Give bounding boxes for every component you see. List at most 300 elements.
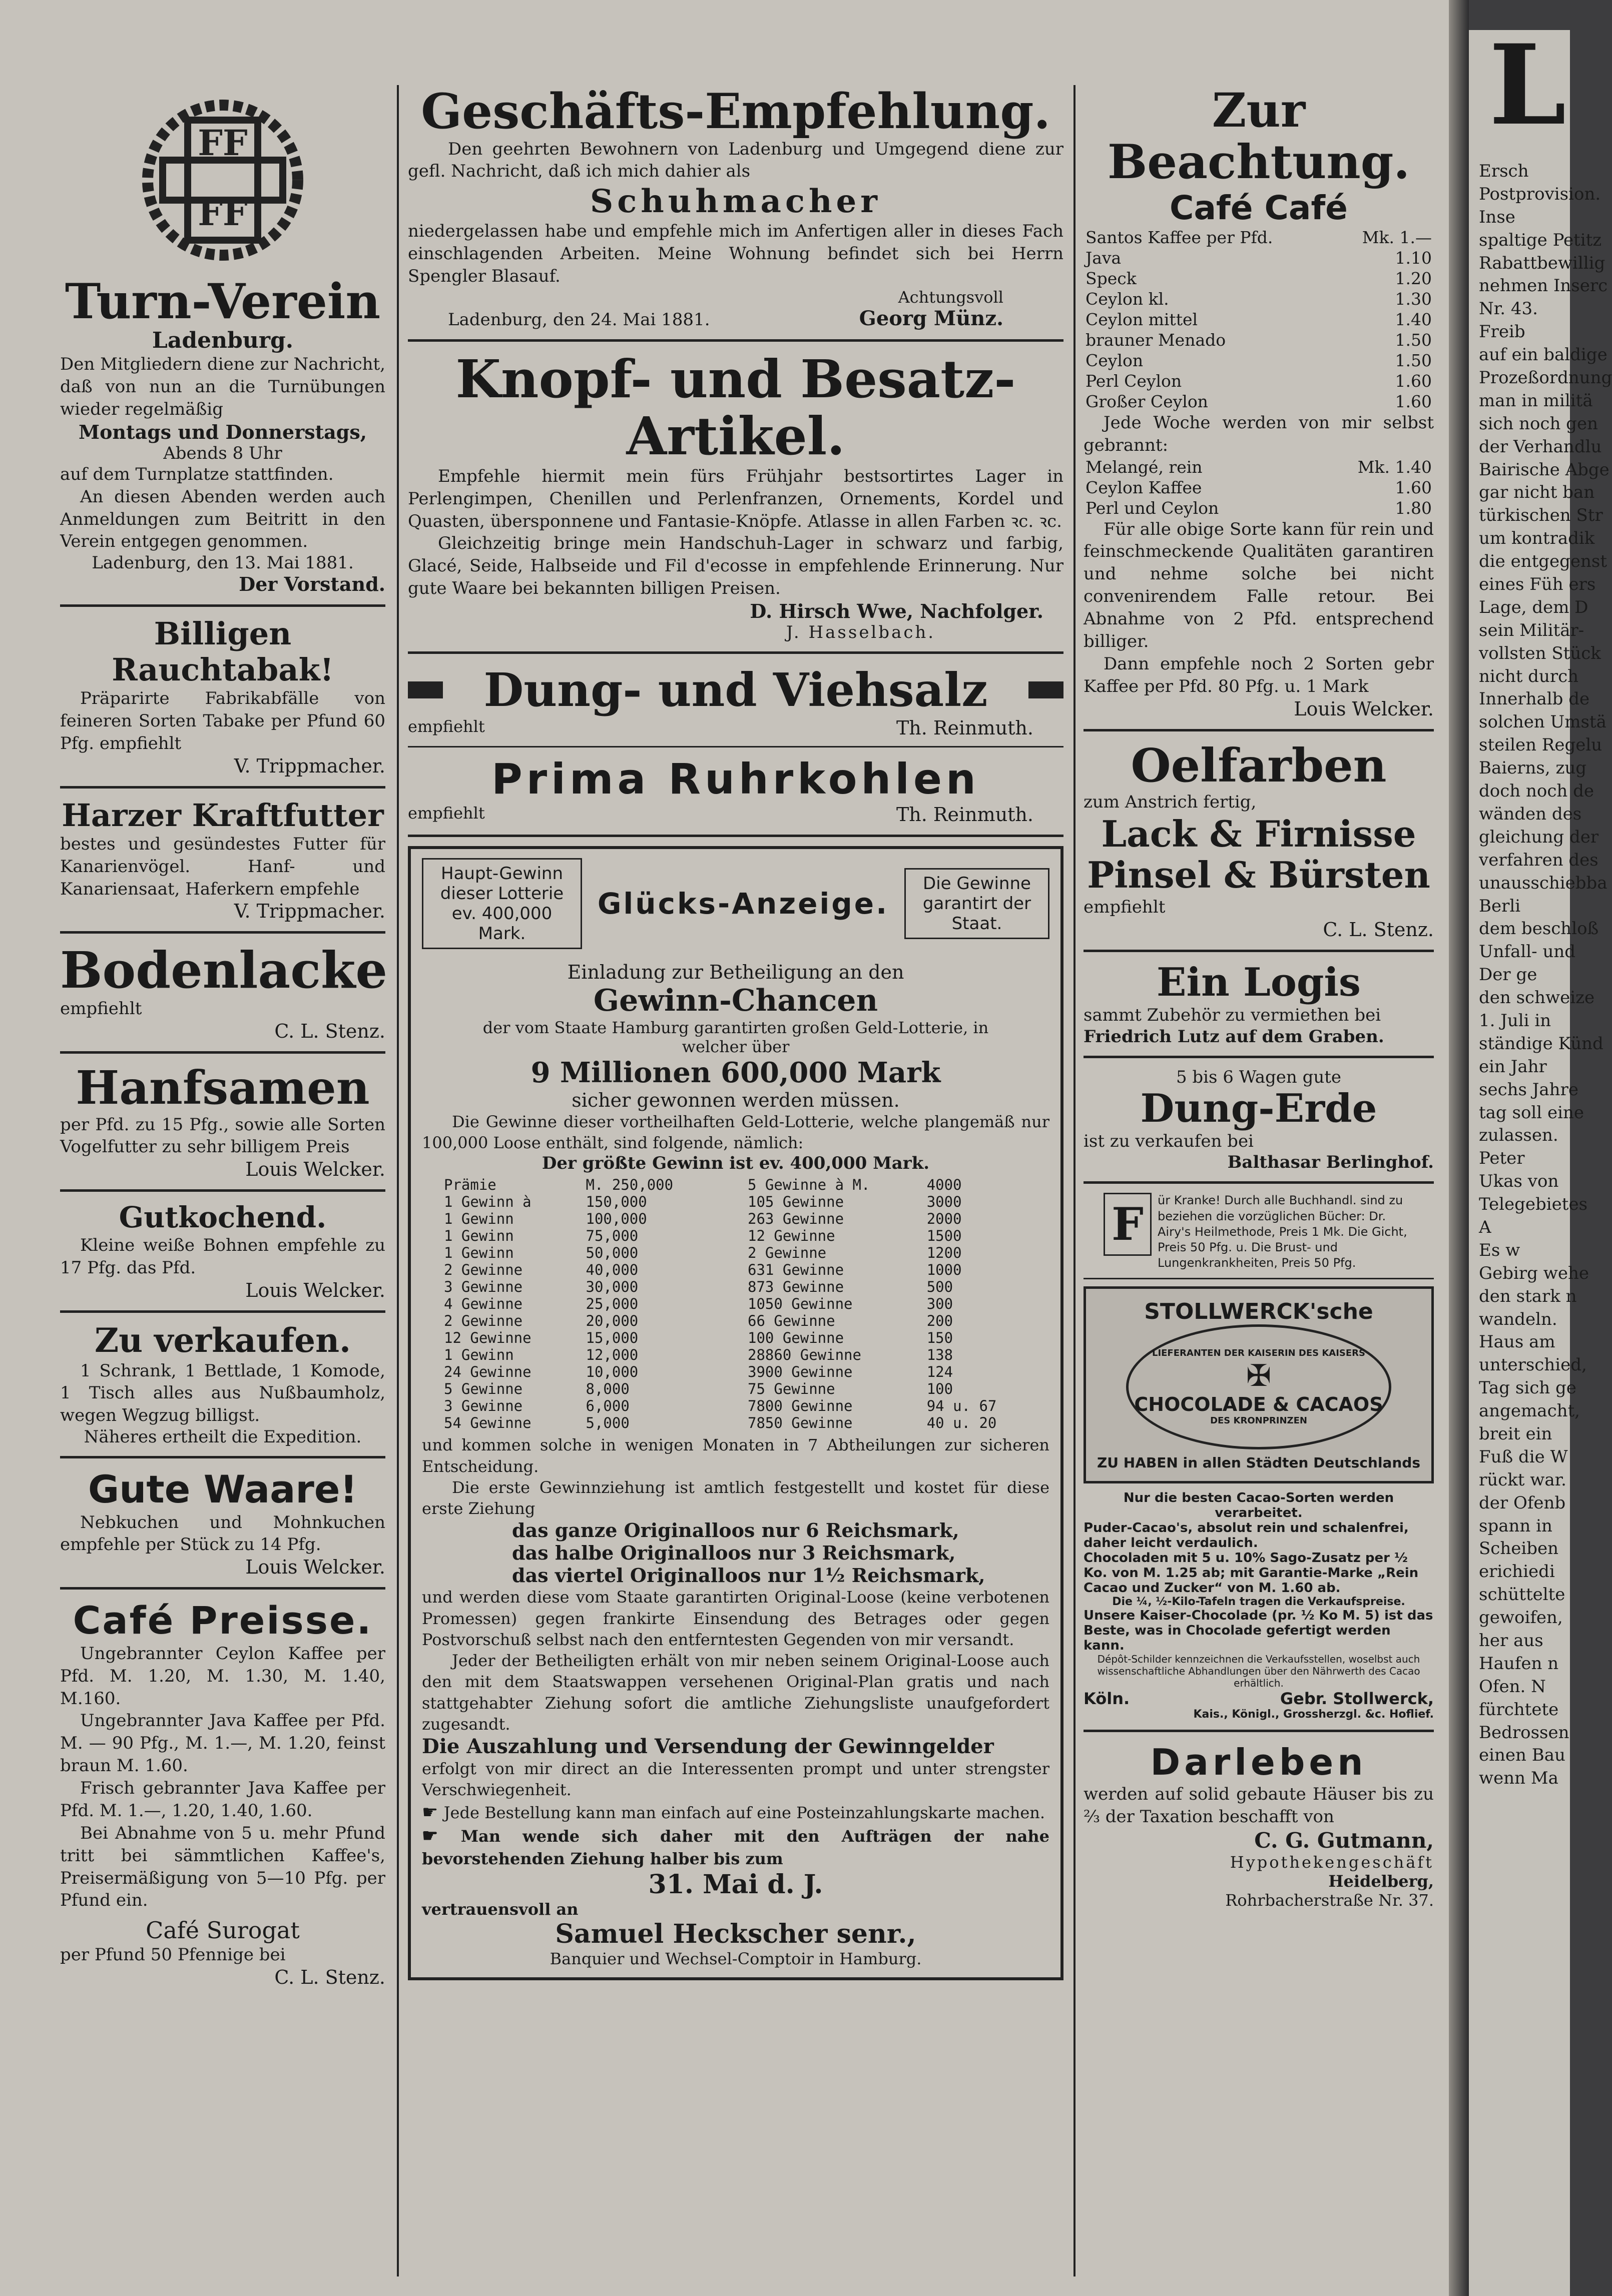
next-page-line: angemacht,: [1479, 1401, 1580, 1421]
prize-row: [442, 1227, 726, 1244]
gutewaare-body: Nebkuchen und Mohnkuchen empfehle per Stück zu 14 Pfg.: [60, 1512, 385, 1555]
prize-value: 300: [926, 1295, 953, 1313]
knopf-title: Knopf- und Besatz-Artikel.: [455, 348, 1016, 467]
prize-value: 150,000: [586, 1193, 647, 1211]
prize-row: [746, 1346, 1029, 1363]
coffee-price-label: Santos Kaffee per Pfd.: [1086, 227, 1273, 247]
next-page-line: Nr. 43.: [1479, 299, 1538, 319]
prize-row: [442, 1261, 726, 1278]
coffee-price-value: 1.40: [1395, 309, 1432, 329]
coffee-price-row: [1084, 227, 1434, 248]
prize-row: [746, 1363, 1029, 1380]
lottery-line3: Die Gewinne dieser vortheilhaften Geld-Lotterie, welche plangemäß nur 100,000 Loose enthält, sind folgende, nämlich:: [422, 1112, 1049, 1153]
prize-value: 20,000: [586, 1312, 639, 1330]
cafepreisse-body3: Frisch gebrannter Java Kaffee per Pfd. M. 1.—, 1.20, 1.40, 1.60.: [60, 1778, 385, 1821]
beachtung-signature: Louis Welcker.: [1294, 697, 1434, 720]
prize-label: 5 Gewinne: [444, 1380, 523, 1398]
geschaefts-footer: [408, 307, 1063, 330]
next-page-line: unausschiebba: [1479, 873, 1607, 893]
coffee-price-row: [1084, 289, 1434, 309]
next-page-line: Rabattbewillig: [1479, 253, 1605, 273]
divider: [1084, 1056, 1434, 1058]
next-page-line: Es w: [1479, 1240, 1520, 1260]
next-page-line: Ukas von: [1479, 1171, 1559, 1192]
prize-label: 24 Gewinne: [444, 1363, 531, 1381]
next-page-line: Bedrossen: [1479, 1722, 1569, 1743]
prize-value: 1200: [926, 1244, 962, 1262]
gutkochend-body: Kleine weiße Bohnen empfehle zu 17 Pfg. das Pfd.: [60, 1235, 385, 1278]
prize-row: [442, 1397, 726, 1414]
next-page-line: gar nicht ban: [1479, 482, 1595, 503]
cafe-surogat-title: Café Surogat: [146, 1917, 300, 1944]
divider: [60, 1051, 385, 1054]
prize-label: 4 Gewinne: [444, 1295, 523, 1313]
prize-label: 3 Gewinne: [444, 1278, 523, 1296]
divider: [60, 1189, 385, 1192]
lottery-line10-text: Man wende sich daher mit den Aufträgen der nahe bevorstehenden Ziehung halber bis zum: [422, 1827, 1050, 1868]
ornament-bar-left: [408, 681, 443, 698]
prize-value: 40 u. 20: [926, 1414, 997, 1432]
prize-label: 1 Gewinn à: [444, 1193, 531, 1211]
next-page-line: nehmen Inserc: [1479, 276, 1608, 296]
stollwerck-crown: DES KRONPRINZEN: [1210, 1415, 1307, 1426]
prize-row: [746, 1244, 1029, 1261]
lottery-greatest: Der größte Gewinn ist ev. 400,000 Mark.: [542, 1153, 930, 1174]
next-page-line: die entgegenst: [1479, 551, 1607, 572]
coffee-price-row: [1084, 330, 1434, 350]
cafepreisse-body1: Ungebrannter Ceylon Kaffee per Pfd. M. 1.20, M. 1.30, M. 1.40, M.160.: [60, 1643, 385, 1709]
coffee-roast-price-label: Perl und Ceylon: [1086, 498, 1219, 518]
prize-row: [746, 1380, 1029, 1397]
prize-label: 2 Gewinne: [444, 1312, 523, 1330]
coffee-price-value: 1.50: [1395, 350, 1432, 370]
prize-value: 1500: [926, 1227, 962, 1245]
lottery-price3: das viertel Originalloos nur 1½ Reichsmark,: [512, 1564, 985, 1587]
prize-value: 124: [926, 1363, 953, 1381]
prize-label: 105 Gewinne: [748, 1193, 844, 1211]
next-page-line: Telegebietes: [1479, 1194, 1588, 1215]
next-page-line: gewoifen,: [1479, 1608, 1563, 1628]
geschaefts-regards: Achtungsvoll: [898, 287, 1003, 307]
prize-label: 3900 Gewinne: [748, 1363, 853, 1381]
prize-label: 263 Gewinne: [748, 1210, 844, 1228]
hanfsamen-title: Hanfsamen: [76, 1061, 370, 1115]
prize-row: [442, 1414, 726, 1431]
next-page-line: Lage, dem D: [1479, 597, 1588, 617]
column-rule-1: [397, 85, 399, 2276]
coffee-roast-price-table: [1084, 457, 1434, 518]
divider: [408, 835, 1063, 837]
next-page-line: Innerhalb de: [1479, 689, 1590, 709]
dungerde-pre: 5 bis 6 Wagen gute: [1176, 1067, 1342, 1087]
prize-label: 1 Gewinn: [444, 1346, 514, 1364]
prize-value: 500: [926, 1278, 953, 1296]
turnverein-emblem: [133, 90, 313, 270]
prize-value: 100: [926, 1380, 953, 1398]
next-page-line: einen Bau: [1479, 1745, 1565, 1766]
coffee-price-label: Speck: [1086, 268, 1137, 288]
lottery-line8: erfolgt von mir direct an die Interessenten prompt und unter strengster Verschwiegenheit.: [422, 1759, 1049, 1800]
beachtung-body2: Für alle obige Sorte kann für rein und feinschmeckende Qualitäten garantiren und nehme solche bei nicht convenirendem Falle retour. Bei Abnahme von 2 Pfd. entsprechend billiger.: [1084, 519, 1434, 651]
next-page-line: rückt war.: [1479, 1469, 1566, 1490]
next-page-line: vollsten Stück: [1479, 643, 1601, 663]
beachtung-sub: Café Café: [1170, 188, 1348, 227]
next-page-line: breit ein: [1479, 1423, 1552, 1444]
coffee-price-label: Ceylon: [1086, 350, 1144, 370]
lottery-trust: vertrauensvoll an: [422, 1899, 579, 1919]
lottery-chance: Gewinn-Chancen: [593, 983, 878, 1018]
cafepreisse-signature: C. L. Stenz.: [274, 1966, 385, 1989]
rauchtabak-title: Billigen Rauchtabak!: [112, 615, 334, 688]
lottery-line1: der vom Staate Hamburg garantirten großen Geld-Lotterie, in welcher über: [482, 1018, 989, 1056]
prize-label: 631 Gewinne: [748, 1261, 844, 1279]
next-page-line: Tag sich ge: [1479, 1378, 1576, 1398]
coffee-price-value: 1.60: [1395, 391, 1432, 411]
divider: [408, 746, 1063, 747]
logis-signature: Friedrich Lutz auf dem Graben.: [1084, 1026, 1384, 1047]
prize-row: [746, 1295, 1029, 1312]
logis-title: Ein Logis: [1157, 960, 1361, 1006]
prize-label: 28860 Gewinne: [748, 1346, 861, 1364]
coffee-roast-price-row: [1084, 477, 1434, 498]
next-page-line: der Verhandlu: [1479, 436, 1602, 457]
next-page-line: Berli: [1479, 896, 1521, 916]
prize-row: [442, 1363, 726, 1380]
prize-value: 2000: [926, 1210, 962, 1228]
fuer-kranke-ad: [1084, 1193, 1434, 1271]
prize-value: 40,000: [586, 1261, 639, 1279]
gutewaare-title: Gute Waare!: [88, 1467, 358, 1512]
next-page-line: Der ge: [1479, 965, 1537, 985]
stollwerck-supplier: LIEFERANTEN DER KAISERIN DES KAISERS: [1152, 1348, 1366, 1359]
oelfarben-left: empfiehlt: [1084, 897, 1166, 918]
coffee-price-label: brauner Menado: [1086, 330, 1226, 350]
wreath-cross-icon: [133, 90, 313, 270]
prize-row: [442, 1329, 726, 1346]
divider: [60, 1310, 385, 1313]
lottery-box-left: Haupt-Gewinn dieser Lotterie ev. 400,000 Mark.: [422, 858, 582, 949]
next-page-line: Bairische Abge: [1479, 459, 1609, 480]
rauchtabak-signature: V. Trippmacher.: [234, 754, 385, 777]
knopf-body2: Gleichzeitig bringe mein Handschuh-Lager in schwarz und farbig, Glacé, Seide, Halbseide und Fil d'ecosse in empfehlende Erinnerung. Nur gute Waare bei bekannten billigen Preisen.: [408, 533, 1063, 599]
next-page-line: spaltige Petitz: [1479, 230, 1602, 250]
turnverein-days: Montags und Donnerstags,: [79, 420, 367, 443]
hanfsamen-body: per Pfd. zu 15 Pfg., sowie alle Sorten Vogelfutter zu sehr billigem Preis: [60, 1114, 385, 1157]
next-page-line: steilen Regelu: [1479, 735, 1602, 755]
next-page-text: [1469, 140, 1612, 1790]
prize-value: 15,000: [586, 1329, 639, 1347]
stollwerck-line4: Die ¼, ½-Kilo-Tafeln tragen die Verkaufspreise.: [1112, 1596, 1405, 1609]
prize-value: 25,000: [586, 1295, 639, 1313]
prize-label: 66 Gewinne: [748, 1312, 835, 1330]
harzer-title: Harzer Kraftfutter: [62, 797, 384, 834]
prize-value: 10,000: [586, 1363, 639, 1381]
verkaufen-note: Näheres ertheilt die Expedition.: [84, 1427, 362, 1447]
turnverein-body2: auf dem Turnplatze stattfinden.: [60, 464, 334, 484]
stollwerck-footer: [1084, 1689, 1434, 1708]
prize-value: 100,000: [586, 1210, 647, 1228]
coffee-price-label: Großer Ceylon: [1086, 391, 1208, 411]
stollwerck-line1: Nur die besten Cacao-Sorten werden verarbeitet.: [1123, 1490, 1394, 1521]
prize-row: [442, 1210, 726, 1227]
next-page-line: 1. Juli in: [1479, 1010, 1551, 1031]
divider: [60, 1587, 385, 1590]
prize-value: M. 250,000: [586, 1176, 674, 1194]
prize-value: 50,000: [586, 1244, 639, 1262]
prize-value: 3000: [926, 1193, 962, 1211]
lottery-line10: [422, 1824, 1049, 1869]
next-page-line: Postprovision.: [1479, 184, 1601, 204]
next-page-line: zulassen.: [1479, 1125, 1558, 1146]
lottery-payout: Die Auszahlung und Versendung der Gewinngelder: [422, 1735, 994, 1759]
next-page-line: sich noch gen: [1479, 413, 1598, 434]
prize-row: [746, 1278, 1029, 1295]
prize-row: [442, 1295, 726, 1312]
prize-value: 94 u. 67: [926, 1397, 997, 1415]
coffee-price-value: Mk. 1.—: [1362, 227, 1432, 247]
prize-label: 873 Gewinne: [748, 1278, 844, 1296]
coffee-price-value: 1.10: [1395, 248, 1432, 268]
lottery-signature2: Banquier und Wechsel-Comptoir in Hamburg.: [550, 1949, 922, 1968]
coffee-price-row: [1084, 309, 1434, 330]
divider: [60, 604, 385, 607]
dungsalz-left: empfiehlt: [408, 717, 485, 736]
lottery-deadline: 31. Mai d. J.: [648, 1869, 823, 1900]
stollwerck-ad: [1084, 1286, 1434, 1483]
lottery-line7: Jeder der Betheiligten erhält von mir neben seinem Original-Loose auch den mit dem Staatswappen versehenen Original-Plan gratis und nach stattgehabter Ziehung sofort die amtliche Ziehungsliste unaufgefordert zugesandt.: [422, 1651, 1049, 1734]
prize-row: [442, 1312, 726, 1329]
next-page-line: fürchtete: [1479, 1699, 1559, 1720]
dungerde-title: Dung-Erde: [1140, 1085, 1377, 1131]
stollwerck-name: STOLLWERCK'sche: [1144, 1299, 1373, 1325]
prize-value: 6,000: [586, 1397, 630, 1415]
coffee-price-row: [1084, 391, 1434, 412]
prize-label: 54 Gewinne: [444, 1414, 531, 1432]
coffee-price-label: Perl Ceylon: [1086, 371, 1182, 391]
pointing-hand-icon: ☛: [422, 1802, 444, 1823]
coffee-price-row: [1084, 350, 1434, 371]
gutkochend-title: Gutkochend.: [119, 1200, 327, 1235]
dungsalz-title: Dung- und Viehsalz: [483, 663, 988, 717]
coffee-roast-price-value: 1.60: [1395, 477, 1432, 497]
prize-value: 8,000: [586, 1380, 630, 1398]
coffee-price-value: 1.30: [1395, 289, 1432, 309]
next-page-line: doch noch de: [1479, 781, 1594, 802]
darleben-body: werden auf solid gebaute Häuser bis zu ⅔ der Taxation beschafft von: [1084, 1784, 1434, 1827]
prize-label: 12 Gewinne: [444, 1329, 531, 1347]
next-page-line: Unfall- und: [1479, 942, 1576, 962]
coffee-roast-price-row: [1084, 498, 1434, 518]
next-page-line: den schweize: [1479, 988, 1595, 1008]
next-page-line: tag soll eine: [1479, 1102, 1584, 1123]
next-page-line: man in militä: [1479, 390, 1593, 411]
next-page-line: nicht durch: [1479, 666, 1579, 686]
cafepreisse-title: Café Preisse.: [73, 1598, 373, 1643]
geschaefts-date: Ladenburg, den 24. Mai 1881.: [448, 309, 710, 330]
next-page-line: ständige Künd: [1479, 1033, 1603, 1054]
oelfarben-signature: C. L. Stenz.: [1323, 919, 1434, 941]
column-right: [1084, 85, 1434, 1910]
column-middle: [408, 85, 1063, 1980]
oelfarben-line2: Pinsel & Bürsten: [1087, 854, 1430, 897]
geschaefts-trade: Schuhmacher: [590, 183, 881, 221]
cafepreisse-body2: Ungebrannter Java Kaffee per Pfd. M. — 90 Pfg., M. 1.—, M. 1.20, feinst braun M. 1.60.: [60, 1711, 385, 1776]
next-page-line: wänden des: [1479, 804, 1582, 824]
turnverein-title: Turn-Verein: [65, 273, 381, 330]
knopf-signature2: J. Hasselbach.: [786, 622, 936, 642]
next-page-line: A: [1479, 1217, 1491, 1237]
prize-row: [442, 1176, 726, 1193]
stollwerck-where: ZU HABEN in allen Städten Deutschlands: [1097, 1454, 1420, 1471]
prize-row: [746, 1312, 1029, 1329]
coffee-price-label: Ceylon mittel: [1086, 309, 1198, 329]
coffee-price-row: [1084, 371, 1434, 391]
coffee-price-value: 1.60: [1395, 371, 1432, 391]
next-page-line: um kontradik: [1479, 528, 1595, 549]
darleben-title: Darleben: [1150, 1741, 1367, 1784]
column-left: [60, 75, 388, 1989]
lottery-line6: und werden diese vom Staate garantirten Original-Loose (keine verbotenen Promessen) gegen frankirte Einsendung des Betrages oder gegen Postvorschuß selbst nach den entferntesten Gegenden von mir versandt.: [422, 1588, 1049, 1649]
turnverein-signature: Der Vorstand.: [239, 573, 385, 596]
turnverein-place: Ladenburg.: [152, 327, 294, 353]
beachtung-body1: Jede Woche werden von mir selbst gebrannt:: [1084, 412, 1434, 455]
next-page-line: Prozeßordnung: [1479, 368, 1612, 388]
bodenlacke-title: Bodenlacke: [60, 941, 388, 1000]
prize-value: 4000: [926, 1176, 962, 1194]
prize-table-left: [442, 1176, 726, 1431]
lottery-prize-tables: [422, 1173, 1049, 1434]
divider: [1084, 950, 1434, 952]
next-page-line: Haus am: [1479, 1332, 1555, 1352]
prize-label: 12 Gewinne: [748, 1227, 835, 1245]
prize-row: [746, 1329, 1029, 1346]
harzer-body: bestes und gesündestes Futter für Kanarienvögel. Hanf- und Kanariensaat, Haferkern empfehle: [60, 834, 385, 899]
next-page-line: auf ein baldige: [1479, 345, 1607, 365]
gutkochend-signature: Louis Welcker.: [245, 1279, 385, 1301]
geschaefts-body1: Den geehrten Bewohnern von Ladenburg und Umgegend diene zur gefl. Nachricht, daß ich mich dahier als: [408, 139, 1063, 182]
stollwerck-line3: Chocoladen mit 5 u. 10% Sago-Zusatz per ½ Ko. von M. 1.25 ab; mit Garantie-Marke „Rein Cacao und Zucker“ von M. 1.60 ab.: [1084, 1551, 1419, 1596]
prize-label: 5 Gewinne à M.: [748, 1176, 870, 1194]
next-page-line: den stark n: [1479, 1286, 1577, 1306]
ruhrkohlen-left: empfiehlt: [408, 804, 485, 823]
prize-row: [746, 1414, 1029, 1431]
beachtung-body3: Dann empfehle noch 2 Sorten gebr Kaffee per Pfd. 80 Pfg. u. 1 Mark: [1084, 653, 1434, 696]
prize-row: [442, 1380, 726, 1397]
geschaefts-body2: niedergelassen habe und empfehle mich im Anfertigen aller in dieses Fach einschlagenden Arbeiten. Meine Wohnung befindet sich bei Herrn Spengler Blasauf.: [408, 221, 1063, 287]
knopf-signature: D. Hirsch Wwe, Nachfolger.: [750, 600, 1043, 622]
lottery-millions: 9 Millionen 600,000 Mark: [530, 1056, 941, 1089]
lottery-line9: [422, 1801, 1049, 1825]
prize-label: 100 Gewinne: [748, 1329, 844, 1347]
coffee-price-value: 1.20: [1395, 268, 1432, 288]
next-page-line: Freib: [1479, 322, 1525, 342]
lottery-price2: das halbe Originalloos nur 3 Reichsmark,: [512, 1542, 956, 1565]
rauchtabak-body: Präparirte Fabrikabfälle von feineren Sorten Tabake per Pfund 60 Pfg. empfiehlt: [60, 688, 385, 753]
column-rule-2: [1073, 85, 1076, 2276]
fuer-kranke-initial: F: [1104, 1193, 1152, 1256]
gutewaare-signature: Louis Welcker.: [245, 1556, 385, 1579]
next-page-line: sechs Jahre: [1479, 1079, 1578, 1100]
stollwerck-line6: Dépôt-Schilder kennzeichnen die Verkaufsstellen, woselbst auch wissenschaftliche Abhandlungen über den Nährwerth des Cacao erhältlich.: [1097, 1653, 1420, 1690]
coffee-price-label: Ceylon kl.: [1086, 289, 1169, 309]
ruhrkohlen-footer: [408, 804, 1063, 826]
lottery-line2: sicher gewonnen werden müssen.: [572, 1089, 900, 1111]
next-page-line: Peter: [1479, 1148, 1525, 1169]
darleben-signature4: Rohrbacherstraße Nr. 37.: [1225, 1891, 1434, 1910]
dungerde-signature: Balthasar Berlinghof.: [1227, 1152, 1434, 1173]
next-page-line: Haufen n: [1479, 1653, 1559, 1674]
next-page-line: unterschied,: [1479, 1355, 1587, 1375]
lottery-header: [422, 858, 1049, 949]
prize-label: 1 Gewinn: [444, 1244, 514, 1262]
lottery-line5: Die erste Gewinnziehung ist amtlich festgestellt und kostet für diese erste Ziehung: [422, 1477, 1049, 1518]
next-page-line: ein Jahr: [1479, 1056, 1547, 1077]
turnverein-time: Abends 8 Uhr: [163, 443, 282, 463]
next-page-line: wenn Ma: [1479, 1768, 1558, 1789]
bodenlacke-body: empfiehlt: [60, 999, 142, 1019]
coffee-raw-price-table: [1084, 227, 1434, 412]
cafepreisse-body4: Bei Abnahme von 5 u. mehr Pfund tritt bei sämmtlichen Kaffee's, Preisermäßigung von 5—10 Pfg. per Pfund ein.: [60, 1823, 385, 1911]
divider: [60, 931, 385, 934]
coffee-roast-price-row: [1084, 457, 1434, 477]
coffee-roast-price-value: Mk. 1.40: [1357, 457, 1432, 477]
lottery-invite: Einladung zur Betheiligung an den: [567, 961, 904, 983]
prize-table-right: [746, 1176, 1029, 1431]
next-page-line: Ersch: [1479, 161, 1529, 181]
knopf-body1: Empfehle hiermit mein fürs Frühjahr bestsortirtes Lager in Perlengimpen, Chenillen und Perlenfranzen, Ornements, Kordel und Quasten, übersponnene und Fantasie-Knöpfe. Atlasse in allen Farben ꝛc. ꝛc.: [408, 466, 1063, 531]
prize-row: [746, 1397, 1029, 1414]
turnverein-body3: An diesen Abenden werden auch Anmeldungen zum Beitritt in den Verein entgegen genommen.: [60, 486, 385, 552]
coffee-price-label: Java: [1086, 248, 1122, 268]
next-page-line: Baierns, zug: [1479, 758, 1587, 779]
prize-label: 1 Gewinn: [444, 1210, 514, 1228]
next-page-line: Fuß die W: [1479, 1446, 1568, 1467]
verkaufen-body: 1 Schrank, 1 Bettlade, 1 Komode, 1 Tisch alles aus Nußbaumholz, wegen Wegzug billigst.: [60, 1360, 385, 1426]
divider: [1084, 1181, 1434, 1184]
prize-row: [442, 1193, 726, 1210]
prize-label: 3 Gewinne: [444, 1397, 523, 1415]
prize-label: 7850 Gewinne: [748, 1414, 853, 1432]
next-page-line: der Ofenb: [1479, 1492, 1566, 1513]
next-page-line: verfahren des: [1479, 850, 1598, 870]
bodenlacke-signature: C. L. Stenz.: [274, 1020, 385, 1043]
stollwerck-city: Köln.: [1084, 1689, 1130, 1709]
dungsalz-signature: Th. Reinmuth.: [896, 717, 1033, 739]
lottery-title: Glücks-Anzeige.: [597, 887, 889, 921]
book-spine: [1449, 0, 1469, 2296]
hanfsamen-signature: Louis Welcker.: [245, 1158, 385, 1181]
next-page-line: wandeln.: [1479, 1309, 1557, 1329]
prize-row: [442, 1278, 726, 1295]
divider: [60, 786, 385, 789]
ruhrkohlen-signature: Th. Reinmuth.: [896, 804, 1033, 826]
darleben-signature2: Hypothekengeschäft: [1230, 1853, 1434, 1872]
oelfarben-line1: Lack & Firnisse: [1101, 812, 1416, 855]
fuer-kranke-body: ür Kranke! Durch alle Buchhandl. sind zu beziehen die vorzüglichen Bücher: Dr. Airy's Heilmethode, Preis 1 Mk. Die Gicht, Preis 50 Pfg. u. Die Brust- und Lungenkrankheiten, Preis 50 Pfg.: [1158, 1193, 1407, 1270]
next-page-edge: [1469, 20, 1612, 2296]
prize-label: 7800 Gewinne: [748, 1397, 853, 1415]
prize-label: 1050 Gewinne: [748, 1295, 853, 1313]
divider: [408, 651, 1063, 654]
geschaefts-title: Geschäfts-Empfehlung.: [421, 83, 1050, 140]
next-page-line: solchen Umstä: [1479, 712, 1606, 732]
lottery-line9-text: Jede Bestellung kann man einfach auf eine Posteinzahlungskarte machen.: [443, 1803, 1045, 1822]
ornament-bar-right: [1028, 681, 1063, 698]
divider: [1084, 1278, 1434, 1279]
lottery-ad: [408, 846, 1063, 1980]
pointing-hand-icon: ☛: [422, 1825, 461, 1847]
geschaefts-signature: Georg Münz.: [859, 306, 1003, 330]
